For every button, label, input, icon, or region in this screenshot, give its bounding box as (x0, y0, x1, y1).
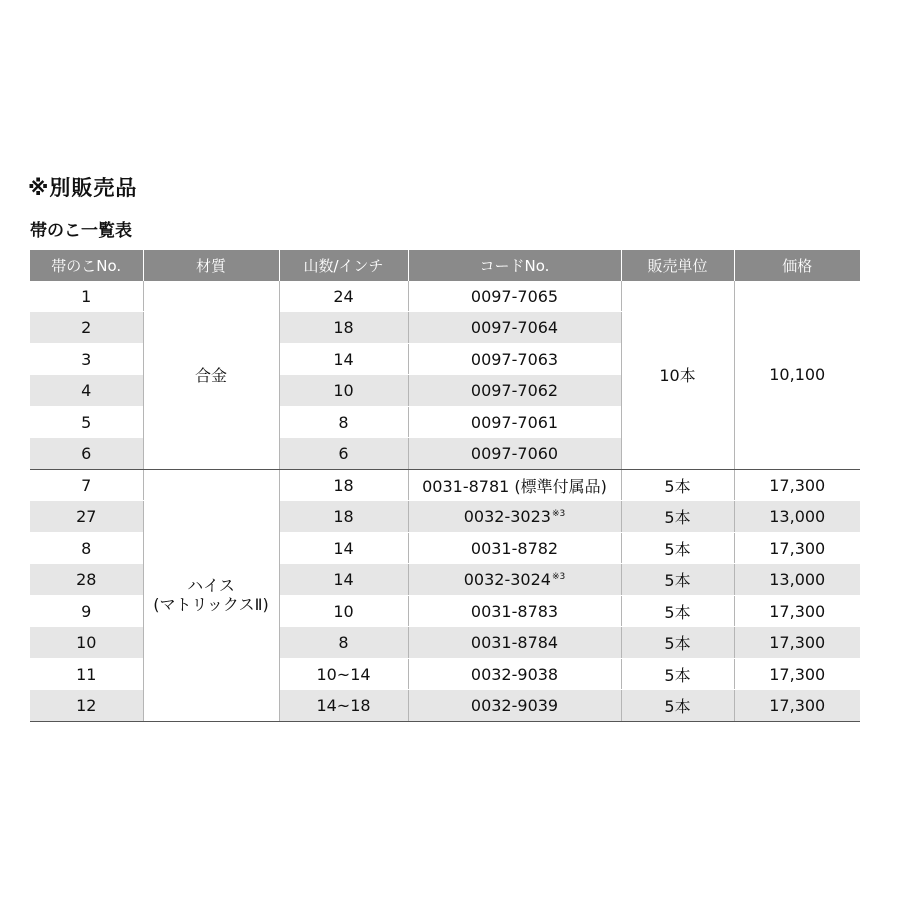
band-no-cell: 9 (30, 595, 143, 627)
band-no-cell: 11 (30, 658, 143, 690)
price-cell: 13,000 (734, 501, 860, 533)
footnote-mark: ※3 (551, 509, 566, 520)
band-no-cell: 28 (30, 564, 143, 596)
price-cell: 17,300 (734, 532, 860, 564)
code-cell: 0097-7062 (408, 375, 621, 407)
unit-cell: 10本 (621, 281, 734, 469)
material-cell: 合金 (143, 281, 279, 469)
tpi-cell: 18 (279, 312, 408, 344)
band-no-cell: 3 (30, 343, 143, 375)
band-no-cell: 4 (30, 375, 143, 407)
price-cell: 10,100 (734, 281, 860, 469)
code-cell: 0032-9038 (408, 658, 621, 690)
unit-cell: 5本 (621, 501, 734, 533)
unit-cell: 5本 (621, 690, 734, 722)
band-no-cell: 10 (30, 627, 143, 659)
unit-cell: 5本 (621, 627, 734, 659)
band-no-cell: 2 (30, 312, 143, 344)
material-line-1: ハイス (187, 576, 235, 596)
header-tpi: 山数/インチ (279, 250, 408, 281)
price-cell: 17,300 (734, 690, 860, 722)
price-cell: 13,000 (734, 564, 860, 596)
code-cell: 0032-9039 (408, 690, 621, 722)
band-no-cell: 8 (30, 532, 143, 564)
tpi-cell: 18 (279, 469, 408, 501)
material-line-2: (マトリックスⅡ) (153, 595, 269, 615)
price-cell: 17,300 (734, 595, 860, 627)
band-no-cell: 5 (30, 406, 143, 438)
band-saw-table (30, 250, 860, 722)
table-row (30, 281, 860, 312)
footnote-mark: ※3 (551, 572, 566, 583)
tpi-cell: 8 (279, 627, 408, 659)
table-row (30, 469, 860, 501)
unit-cell: 5本 (621, 595, 734, 627)
code-cell (408, 501, 621, 533)
unit-cell: 5本 (621, 469, 734, 501)
header-band-no: 帯のこNo. (30, 250, 143, 281)
code-text: 0032-3023 (463, 507, 551, 527)
tpi-cell: 24 (279, 281, 408, 312)
tpi-cell: 10 (279, 375, 408, 407)
band-no-cell: 1 (30, 281, 143, 312)
unit-cell: 5本 (621, 564, 734, 596)
tpi-cell: 14 (279, 343, 408, 375)
price-cell: 17,300 (734, 627, 860, 659)
band-no-cell: 7 (30, 469, 143, 501)
tpi-cell: 10 (279, 595, 408, 627)
code-cell: 0031-8781 (標準付属品) (408, 469, 621, 501)
code-cell: 0097-7063 (408, 343, 621, 375)
price-cell: 17,300 (734, 658, 860, 690)
unit-cell: 5本 (621, 658, 734, 690)
code-text: 0032-3024 (463, 570, 551, 590)
header-code: コードNo. (408, 250, 621, 281)
header-material: 材質 (143, 250, 279, 281)
code-cell: 0097-7060 (408, 438, 621, 470)
tpi-cell: 10~14 (279, 658, 408, 690)
tpi-cell: 14 (279, 532, 408, 564)
tpi-cell: 8 (279, 406, 408, 438)
code-cell: 0031-8782 (408, 532, 621, 564)
code-cell: 0097-7061 (408, 406, 621, 438)
code-cell: 0097-7065 (408, 281, 621, 312)
table-header-row (30, 250, 860, 281)
band-no-cell: 6 (30, 438, 143, 470)
code-cell: 0031-8784 (408, 627, 621, 659)
table-title: 帯のこ一覧表 (30, 221, 132, 241)
price-cell: 17,300 (734, 469, 860, 501)
header-price: 価格 (734, 250, 860, 281)
unit-cell: 5本 (621, 532, 734, 564)
header-unit: 販売単位 (621, 250, 734, 281)
code-cell: 0097-7064 (408, 312, 621, 344)
code-cell: 0031-8783 (408, 595, 621, 627)
tpi-cell: 6 (279, 438, 408, 470)
tpi-cell: 14~18 (279, 690, 408, 722)
tpi-cell: 14 (279, 564, 408, 596)
band-no-cell: 27 (30, 501, 143, 533)
material-cell (143, 469, 279, 721)
tpi-cell: 18 (279, 501, 408, 533)
code-cell (408, 564, 621, 596)
band-no-cell: 12 (30, 690, 143, 722)
page-heading: ※別販売品 (28, 176, 138, 200)
